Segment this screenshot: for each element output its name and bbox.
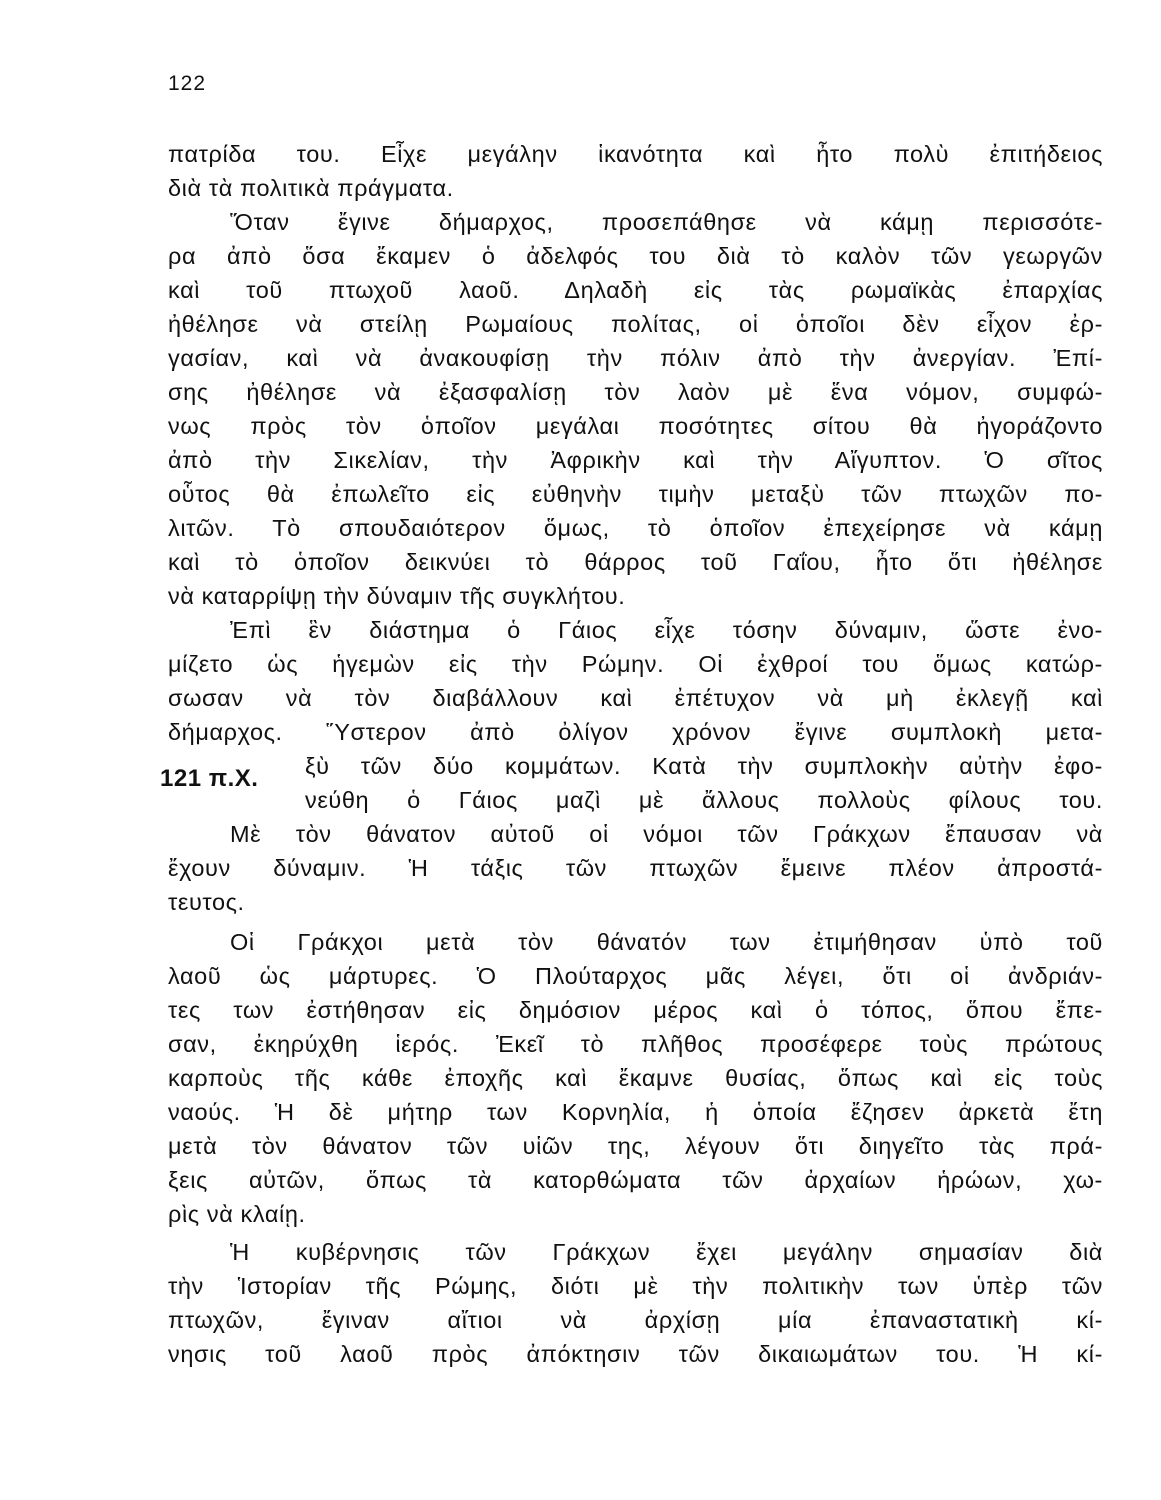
text-line: διὰ τὰ πολιτικὰ πράγματα. (168, 175, 454, 201)
text-line: Ἡ κυβέρνησις τῶν Γράκχων ἔχει μεγάλην σημασίαν διὰ (230, 1239, 1103, 1265)
text-line: μετὰ τὸν θάνατον τῶν υἱῶν της, λέγουν ὅτι διηγεῖτο τὰς πρά- (168, 1133, 1103, 1159)
text-line: καὶ τοῦ πτωχοῦ λαοῦ. Δηλαδὴ εἰς τὰς ρωμαϊκὰς ἐπαρχίας (168, 277, 1103, 303)
text-line: λιτῶν. Τὸ σπουδαιότερον ὅμως, τὸ ὁποῖον ἐπεχείρησε νὰ κάμῃ (168, 515, 1103, 541)
text-line: νησις τοῦ λαοῦ πρὸς ἀπόκτησιν τῶν δικαιωμάτων του. Ἡ κί- (168, 1341, 1103, 1367)
text-line: τες των ἐστήθησαν εἰς δημόσιον μέρος καὶ ὁ τόπος, ὅπου ἔπε- (168, 997, 1103, 1023)
page-number: 122 (168, 72, 207, 95)
text-line: γασίαν, καὶ νὰ ἀνακουφίσῃ τὴν πόλιν ἀπὸ τὴν ἀνεργίαν. Ἐπί- (168, 345, 1103, 371)
text-line: καρποὺς τῆς κάθε ἐποχῆς καὶ ἔκαμνε θυσίας, ὅπως καὶ εἰς τοὺς (168, 1065, 1103, 1091)
text-line: ἀπὸ τὴν Σικελίαν, τὴν Ἀφρικὴν καὶ τὴν Αἴγυπτον. Ὁ σῖτος (168, 447, 1103, 473)
text-line: λαοῦ ὡς μάρτυρες. Ὁ Πλούταρχος μᾶς λέγει, ὅτι οἱ ἀνδριάν- (168, 963, 1103, 989)
text-line: Ὅταν ἔγινε δήμαρχος, προσεπάθησε νὰ κάμῃ περισσότε- (230, 209, 1103, 235)
text-line: ξὺ τῶν δύο κομμάτων. Κατὰ τὴν συμπλοκὴν αὐτὴν ἐφο- (305, 753, 1103, 779)
text-line: Μὲ τὸν θάνατον αὐτοῦ οἱ νόμοι τῶν Γράκχων ἔπαυσαν νὰ (230, 821, 1103, 847)
text-line: πτωχῶν, ἔγιναν αἴτιοι νὰ ἀρχίσῃ μία ἐπαναστατικὴ κί- (168, 1307, 1103, 1333)
text-line: ξεις αὐτῶν, ὅπως τὰ κατορθώματα τῶν ἀρχαίων ἡρώων, χω- (168, 1167, 1103, 1193)
text-line: μίζετο ὡς ἡγεμὼν εἰς τὴν Ρώμην. Οἱ ἐχθροί του ὅμως κατώρ- (168, 651, 1103, 677)
text-line: ρὶς νὰ κλαίῃ. (168, 1201, 306, 1227)
text-line: νὰ καταρρίψῃ τὴν δύναμιν τῆς συγκλήτου. (168, 583, 626, 609)
text-line: νεύθη ὁ Γάιος μαζὶ μὲ ἄλλους πολλοὺς φίλους του. (305, 787, 1103, 813)
text-line: δήμαρχος. Ὕστερον ἀπὸ ὀλίγον χρόνον ἔγινε συμπλοκὴ μετα- (168, 719, 1103, 745)
text-line: ρα ἀπὸ ὅσα ἔκαμεν ὁ ἀδελφός του διὰ τὸ καλὸν τῶν γεωργῶν (168, 243, 1103, 269)
text-line: ἔχουν δύναμιν. Ἡ τάξις τῶν πτωχῶν ἔμεινε πλέον ἀπροστά- (168, 855, 1103, 881)
text-line: ἠθέλησε νὰ στείλῃ Ρωμαίους πολίτας, οἱ ὁποῖοι δὲν εἶχον ἐρ- (168, 311, 1103, 337)
text-line: σαν, ἐκηρύχθη ἱερός. Ἐκεῖ τὸ πλῆθος προσέφερε τοὺς πρώτους (168, 1031, 1103, 1057)
text-line: σης ἠθέλησε νὰ ἐξασφαλίσῃ τὸν λαὸν μὲ ἕνα νόμον, συμφώ- (168, 379, 1103, 405)
text-line: πατρίδα του. Εἶχε μεγάλην ἱκανότητα καὶ ἦτο πολὺ ἐπιτήδειος (168, 141, 1103, 167)
text-line: τευτος. (168, 889, 245, 915)
text-line: οὗτος θὰ ἐπωλεῖτο εἰς εὐθηνὴν τιμὴν μεταξὺ τῶν πτωχῶν πο- (168, 481, 1103, 507)
text-line: καὶ τὸ ὁποῖον δεικνύει τὸ θάρρος τοῦ Γαΐου, ἦτο ὅτι ἠθέλησε (168, 549, 1103, 575)
text-line: ναούς. Ἡ δὲ μήτηρ των Κορνηλία, ἡ ὁποία ἔζησεν ἀρκετὰ ἔτη (168, 1099, 1103, 1125)
text-line: τὴν Ἱστορίαν τῆς Ρώμης, διότι μὲ τὴν πολιτικὴν των ὑπὲρ τῶν (168, 1273, 1103, 1299)
text-line: νως πρὸς τὸν ὁποῖον μεγάλαι ποσότητες σίτου θὰ ἠγοράζοντο (168, 413, 1103, 439)
text-line: Οἱ Γράκχοι μετὰ τὸν θάνατόν των ἐτιμήθησαν ὑπὸ τοῦ (230, 929, 1103, 955)
text-line: σωσαν νὰ τὸν διαβάλλουν καὶ ἐπέτυχον νὰ μὴ ἐκλεγῇ καὶ (168, 685, 1103, 711)
margin-date-note: 121 π.Χ. (160, 765, 259, 792)
text-line: Ἐπὶ ἓν διάστημα ὁ Γάιος εἶχε τόσην δύναμιν, ὥστε ἐνο- (230, 617, 1103, 643)
